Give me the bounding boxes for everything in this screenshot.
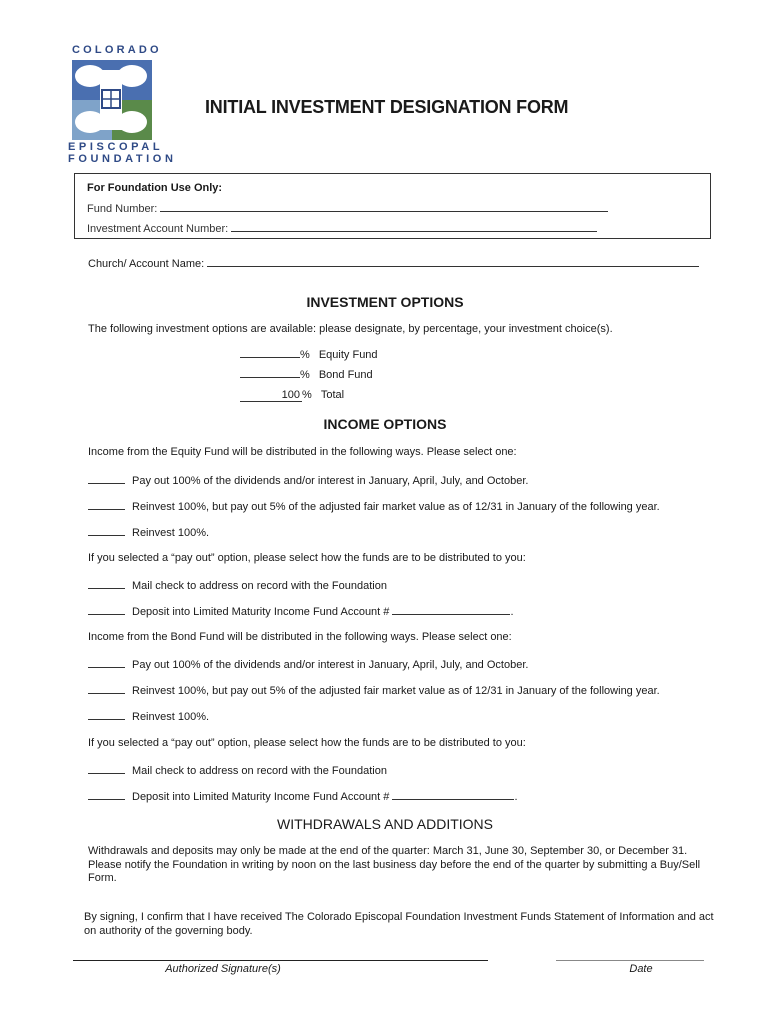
percent-sign: % bbox=[300, 369, 310, 381]
date-label: Date bbox=[629, 963, 653, 975]
logo-text-colorado: COLORADO bbox=[72, 44, 162, 56]
equity-choice-reinvest-5: Reinvest 100%, but pay out 5% of the adjusted fair market value as of 12/31 in January of the following year. bbox=[132, 501, 660, 513]
church-account-field[interactable] bbox=[207, 266, 699, 267]
bond-fund-label: Bond Fund bbox=[318, 369, 373, 381]
withdrawals-heading: WITHDRAWALS AND ADDITIONS bbox=[277, 816, 493, 832]
choice-blank[interactable] bbox=[88, 657, 125, 668]
church-account-label: Church/ Account Name: bbox=[88, 258, 205, 270]
logo-text-episcopal-foundation bbox=[68, 141, 177, 165]
equity-fund-row bbox=[240, 349, 378, 361]
choice-blank[interactable] bbox=[88, 525, 125, 536]
choice-blank[interactable] bbox=[88, 499, 125, 510]
payout-mail-check: Mail check to address on record with the Foundation bbox=[132, 580, 387, 592]
payout-intro-2: If you selected a “pay out” option, please select how the funds are to be distributed to you: bbox=[88, 737, 526, 749]
percent-sign: % bbox=[302, 389, 312, 401]
choice-blank[interactable] bbox=[88, 473, 125, 484]
payout-deposit: Deposit into Limited Maturity Income Fund Account # bbox=[132, 791, 390, 803]
income-options-heading: INCOME OPTIONS bbox=[323, 416, 447, 432]
payout-intro-1: If you selected a “pay out” option, please select how the funds are to be distributed to you: bbox=[88, 552, 526, 564]
choice-blank[interactable] bbox=[88, 789, 125, 800]
total-row bbox=[240, 389, 344, 402]
choice-blank[interactable] bbox=[88, 604, 125, 615]
lmif-account-field[interactable] bbox=[392, 614, 510, 615]
foundation-use-box bbox=[74, 173, 711, 239]
equity-income-intro: Income from the Equity Fund will be distributed in the following ways. Please select one: bbox=[88, 446, 517, 458]
signature-line[interactable] bbox=[73, 960, 488, 961]
bond-choice-reinvest-100: Reinvest 100%. bbox=[132, 711, 210, 723]
payout-choice-row: Deposit into Limited Maturity Income Fund Account # . bbox=[88, 789, 518, 803]
bond-choice-row bbox=[88, 657, 528, 671]
bond-fund-row bbox=[240, 369, 373, 381]
payout-choice-row: Deposit into Limited Maturity Income Fund Account # . bbox=[88, 604, 514, 618]
account-number-row bbox=[87, 223, 597, 235]
equity-choice-row bbox=[88, 473, 528, 487]
bond-fund-percent-field[interactable] bbox=[240, 377, 300, 378]
payout-deposit: Deposit into Limited Maturity Income Fund Account # bbox=[132, 606, 390, 618]
church-account-row bbox=[88, 258, 699, 270]
bond-choice-row bbox=[88, 683, 660, 697]
choice-blank[interactable] bbox=[88, 763, 125, 774]
equity-choice-row bbox=[88, 499, 660, 513]
bond-choice-payout: Pay out 100% of the dividends and/or interest in January, April, July, and October. bbox=[132, 659, 529, 671]
logo-text-foundation: FOUNDATION bbox=[68, 153, 177, 165]
signature-label: Authorized Signature(s) bbox=[165, 963, 281, 975]
equity-fund-label: Equity Fund bbox=[318, 349, 378, 361]
total-percent-value: 100 bbox=[240, 389, 302, 402]
lmif-account-field[interactable] bbox=[392, 799, 514, 800]
payout-choice-row bbox=[88, 578, 387, 592]
investment-options-intro: The following investment options are available: please designate, by percentage, your investment choice(s). bbox=[88, 323, 613, 335]
fund-number-label: Fund Number: bbox=[87, 203, 158, 215]
choice-blank[interactable] bbox=[88, 578, 125, 589]
bond-choice-reinvest-5: Reinvest 100%, but pay out 5% of the adjusted fair market value as of 12/31 in January of the following year. bbox=[132, 685, 660, 697]
date-line[interactable] bbox=[556, 960, 704, 961]
bond-choice-row bbox=[88, 709, 209, 723]
payout-mail-check: Mail check to address on record with the Foundation bbox=[132, 765, 387, 777]
percent-sign: % bbox=[300, 349, 310, 361]
signing-statement: By signing, I confirm that I have received The Colorado Episcopal Foundation Investment Funds Statement of Information and act on authority of the governing body. bbox=[84, 911, 714, 937]
equity-choice-row bbox=[88, 525, 209, 539]
account-number-label: Investment Account Number: bbox=[87, 223, 229, 235]
equity-fund-percent-field[interactable] bbox=[240, 357, 300, 358]
equity-choice-reinvest-100: Reinvest 100%. bbox=[132, 527, 210, 539]
fund-number-field[interactable] bbox=[160, 211, 608, 212]
account-number-field[interactable] bbox=[231, 231, 597, 232]
investment-options-heading: INVESTMENT OPTIONS bbox=[306, 294, 464, 310]
withdrawals-text: Withdrawals and deposits may only be made at the end of the quarter: March 31, June 30, September 30, or December 31. Please notify the Foundation in writing by noon on the last business day before the end of the quarter by submitting a Buy/Sell Form. bbox=[88, 845, 701, 884]
fund-number-row bbox=[87, 203, 608, 215]
bond-income-intro: Income from the Bond Fund will be distributed in the following ways. Please select one: bbox=[88, 631, 512, 643]
total-label: Total bbox=[320, 389, 345, 401]
payout-choice-row bbox=[88, 763, 387, 777]
foundation-use-heading: For Foundation Use Only: bbox=[87, 182, 223, 194]
choice-blank[interactable] bbox=[88, 709, 125, 720]
choice-blank[interactable] bbox=[88, 683, 125, 694]
equity-choice-payout: Pay out 100% of the dividends and/or interest in January, April, July, and October. bbox=[132, 475, 529, 487]
foundation-logo-icon bbox=[72, 60, 152, 140]
form-title: INITIAL INVESTMENT DESIGNATION FORM bbox=[205, 97, 569, 117]
logo-text-episcopal: EPISCOPAL bbox=[68, 141, 164, 153]
